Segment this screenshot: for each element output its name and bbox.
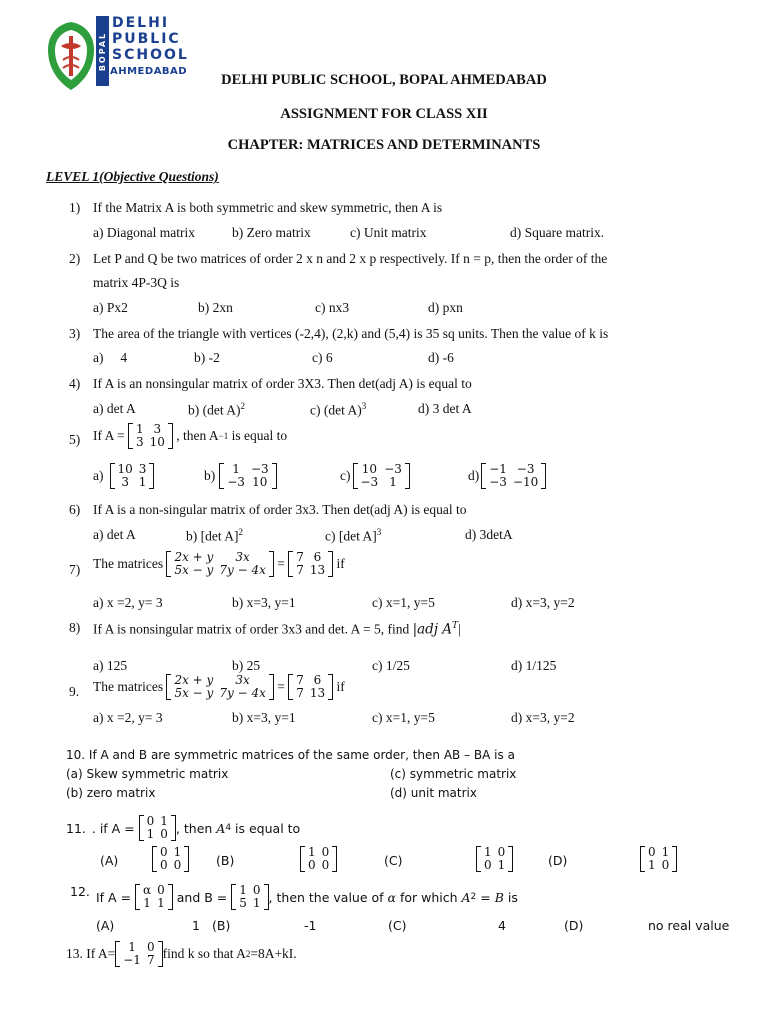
q2-option-b: b) 2xn	[198, 300, 233, 315]
q8-option-b: b) 25	[232, 658, 261, 673]
q1-number: 1)	[69, 200, 81, 215]
q7-left-matrix: 2x + y 3x 5x − y 7y − 4x	[166, 551, 273, 577]
q2-option-a: a) Px2	[93, 300, 128, 315]
q12-option-c-label: (C)	[388, 918, 407, 933]
q3-option-c: c) 6	[312, 350, 333, 365]
q2-option-d: d) pxn	[428, 300, 463, 315]
q9-number: 9.	[69, 684, 80, 699]
q7-option-d: d) x=3, y=2	[511, 595, 575, 610]
q13-text: 13. If A= 1 0 −1 7 find k so that A 2 =8A+kI.	[66, 940, 297, 967]
school-name-heading: DELHI PUBLIC SCHOOL, BOPAL AHMEDABAD	[221, 72, 547, 88]
q2-number: 2)	[69, 251, 81, 266]
q11-stem: 11. . if A = 0 1 1 0 , then A 4 is equal to	[66, 814, 301, 841]
q3-option-d: d) -6	[428, 350, 454, 365]
q12-option-a-label: (A)	[96, 918, 115, 933]
q7-option-a: a) x =2, y= 3	[93, 595, 163, 610]
q8-number: 8)	[69, 620, 81, 635]
q9-option-d: d) x=3, y=2	[511, 710, 575, 725]
level-heading: LEVEL 1(Objective Questions)	[46, 169, 219, 184]
q11-option-d-label: (D)	[548, 853, 568, 868]
logo-line3: SCHOOL	[112, 47, 189, 63]
q5-option-a-matrix: 10 3 3 1	[110, 463, 155, 489]
q11-option-a-label: (A)	[100, 853, 119, 868]
q9-right-matrix: 7 6 7 13	[288, 674, 333, 700]
q3-number: 3)	[69, 326, 81, 341]
q8-text: If A is nonsingular matrix of order 3x3 and det. A = 5, find |adj $A^T|$	[93, 621, 461, 638]
q3-option-a: a) 4	[93, 350, 128, 365]
q10-option-c: (c) symmetric matrix	[390, 767, 517, 781]
q7-right-matrix: 7 6 7 13	[288, 551, 333, 577]
q2-text: Let P and Q be two matrices of order 2 x n and 2 x p respectively. If n = p, then the order of the	[93, 251, 608, 266]
q5-option-c-matrix: 10 −3 −3 1	[353, 463, 410, 489]
q11-option-b-matrix: 1 0 0 0	[300, 846, 337, 872]
q4-text: If A is an nonsingular matrix of order 3X3. Then det(adj A) is equal to	[93, 376, 472, 391]
q12-stem: If A = α 0 1 1 and B = 1 0 5 1 , then the value of α for which A 2 = B is	[96, 883, 518, 910]
q7-stem: The matrices 2x + y 3x 5x − y 7y − 4x = 7 6 7 13 if	[93, 550, 345, 577]
q9-option-b: b) x=3, y=1	[232, 710, 296, 725]
q5-matrix-a: 1 3 3 10	[128, 423, 173, 449]
q11-option-d-matrix: 0 1 1 0	[640, 846, 677, 872]
logo-city: AHMEDABAD	[110, 66, 188, 77]
q11-option-b-label: (B)	[216, 853, 235, 868]
q4-option-d: d) 3 det A	[418, 401, 472, 416]
q9-option-c: c) x=1, y=5	[372, 710, 435, 725]
q12-option-a-value: 1	[192, 918, 200, 933]
q12-option-b-label: (B)	[212, 918, 231, 933]
q2-text-continued: matrix 4P-3Q is	[93, 275, 180, 290]
q9-stem: The matrices 2x + y 3x 5x − y 7y − 4x = 7 6 7 13 if	[93, 673, 345, 700]
q1-option-a: a) Diagonal matrix	[93, 225, 195, 240]
q4-option-b: b) (det A)$^2$	[188, 401, 245, 418]
q11-option-c-label: (C)	[384, 853, 403, 868]
logo-line2: PUBLIC	[112, 31, 181, 47]
q4-option-c: c) (det A)$^3$	[310, 401, 367, 418]
q6-text: If A is a non-singular matrix of order 3x3. Then det(adj A) is equal to	[93, 502, 467, 517]
logo-side-text: BOPAL	[98, 31, 108, 71]
q1-option-d: d) Square matrix.	[510, 225, 605, 240]
q10-option-d: (d) unit matrix	[390, 786, 477, 800]
q10-option-a: (a) Skew symmetric matrix	[66, 767, 229, 781]
q9-left-matrix: 2x + y 3x 5x − y 7y − 4x	[166, 674, 273, 700]
q12-option-c-value: 4	[498, 918, 506, 933]
q1-option-b: b) Zero matrix	[232, 225, 311, 240]
q10-text: 10. If A and B are symmetric matrices of the same order, then AB – BA is a	[66, 748, 515, 762]
q5-option-b-matrix: 1 −3 −3 10	[219, 463, 276, 489]
q1-option-c: c) Unit matrix	[350, 225, 427, 240]
q3-option-b: b) -2	[194, 350, 220, 365]
q9-option-a: a) x =2, y= 3	[93, 710, 163, 725]
q5-option-d-matrix: −1 −3 −3 −10	[481, 463, 546, 489]
q11-matrix-a: 0 1 1 0	[139, 815, 176, 841]
q12-matrix-b: 1 0 5 1	[231, 884, 268, 910]
q11-option-c-matrix: 1 0 0 1	[476, 846, 513, 872]
chapter-heading: CHAPTER: MATRICES AND DETERMINANTS	[227, 137, 541, 153]
q5-stem: If A = 1 3 3 10 , then A −1 is equal to	[93, 422, 288, 449]
q6-option-b: b) [det A]$^2$	[186, 527, 243, 544]
q3-text: The area of the triangle with vertices (-2,4), (2,k) and (5,4) is 35 sq units. Then the value of k is	[93, 326, 609, 341]
q4-number: 4)	[69, 376, 81, 391]
q5-option-b: b) 1 −3 −3 10	[204, 463, 277, 489]
q5-option-d: d) −1 −3 −3 −10	[468, 463, 546, 489]
q8-option-a: a) 125	[93, 658, 128, 673]
q12-option-b-value: -1	[304, 918, 317, 933]
q6-option-d: d) 3detA	[465, 527, 513, 542]
q12-option-d-value: no real value	[648, 918, 730, 933]
q10-option-b: (b) zero matrix	[66, 786, 156, 800]
logo-line1: DELHI	[112, 15, 170, 31]
q4-option-a: a) det A	[93, 401, 136, 416]
q12-matrix-a: α 0 1 1	[135, 884, 173, 910]
q8-option-c: c) 1/25	[372, 658, 410, 673]
q7-number: 7)	[69, 562, 81, 577]
q7-option-b: b) x=3, y=1	[232, 595, 296, 610]
q1-text: If the Matrix A is both symmetric and skew symmetric, then A is	[93, 200, 443, 215]
q6-option-c: c) [det A]$^3$	[325, 527, 382, 544]
q5-number: 5)	[69, 432, 81, 447]
q8-option-d: d) 1/125	[511, 658, 557, 673]
q6-number: 6)	[69, 502, 81, 517]
q2-option-c: c) nx3	[315, 300, 350, 315]
q11-option-a-matrix: 0 1 0 0	[152, 846, 189, 872]
q12-number: 12.	[70, 884, 90, 899]
assignment-heading: ASSIGNMENT FOR CLASS XII	[280, 106, 488, 122]
q6-option-a: a) det A	[93, 527, 136, 542]
q5-option-c: c) 10 −3 −3 1	[340, 463, 410, 489]
q12-option-d-label: (D)	[564, 918, 584, 933]
q7-option-c: c) x=1, y=5	[372, 595, 435, 610]
q13-matrix: 1 0 −1 7	[115, 941, 162, 967]
q5-option-a: a) 10 3 3 1	[93, 463, 154, 489]
